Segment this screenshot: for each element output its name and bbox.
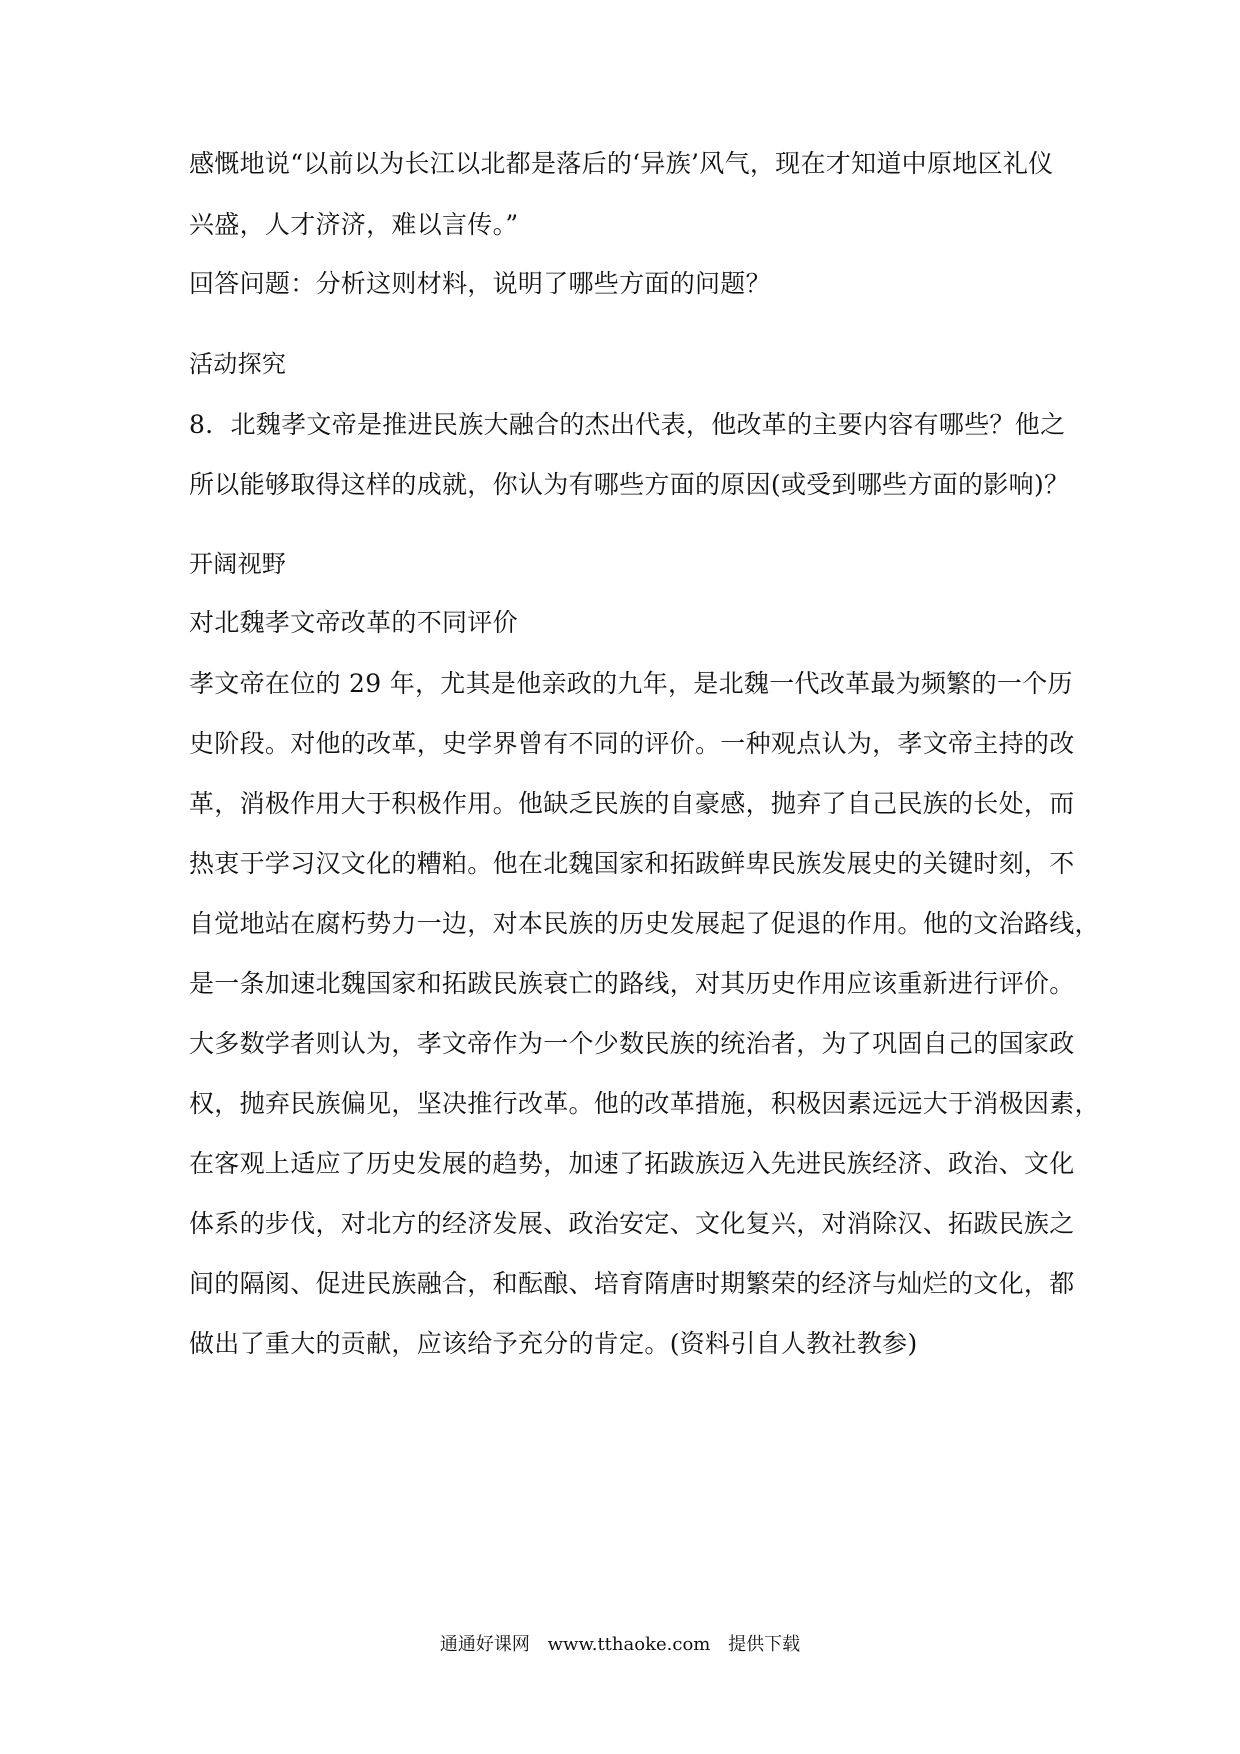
article-title: 对北魏孝文帝改革的不同评价 [189,608,518,637]
page-footer [0,1632,1240,1658]
article-line: 做出了重大的贡献，应该给予充分的肯定。(资料引自人教社教参) [189,1329,918,1358]
article-line: 间的隔阂、促进民族融合，和酝酿、培育隋唐时期繁荣的经济与灿烂的文化，都 [189,1269,1075,1298]
question-text: 回答问题：分析这则材料，说明了哪些方面的问题？ [189,269,771,298]
article-line: 自觉地站在腐朽势力一边，对本民族的历史发展起了促退的作用。他的文治路线， [189,909,1100,938]
article-line: 在客观上适应了历史发展的趋势，加速了拓跋族迈入先进民族经济、政治、文化 [189,1149,1075,1178]
article-line: 体系的步伐，对北方的经济发展、政治安定、文化复兴，对消除汉、拓跋民族之 [189,1209,1075,1238]
question-8-line-1: 8．北魏孝文帝是推进民族大融合的杰出代表，他改革的主要内容有哪些？他之 [189,410,1066,439]
article-line: 热衷于学习汉文化的糟粕。他在北魏国家和拓跋鲜卑民族发展史的关键时刻，不 [189,849,1075,878]
article-line: 大多数学者则认为，孝文帝作为一个少数民族的统治者，为了巩固自己的国家政 [189,1029,1075,1058]
footer-suffix: 提供下载 [728,1634,801,1655]
horizon-heading: 开阔视野 [189,550,287,578]
footer-url[interactable]: www.tthaoke.com [547,1634,711,1655]
intro-line-1: 感慨地说“以前以为长江以北都是落后的‘异族’风气，现在才知道中原地区礼仪 [189,149,1054,178]
footer-site-name: 通通好课网 [439,1634,530,1655]
article-line: 史阶段。对他的改革，史学界曾有不同的评价。一种观点认为，孝文帝主持的改 [189,729,1075,758]
intro-line-2: 兴盛，人才济济，难以言传。” [189,210,519,239]
activity-heading: 活动探究 [189,350,287,378]
article-line: 革，消极作用大于积极作用。他缺乏民族的自豪感，抛弃了自己民族的长处，而 [189,789,1075,818]
article-line: 是一条加速北魏国家和拓跋民族衰亡的路线，对其历史作用应该重新进行评价。 [189,969,1075,998]
article-line: 权，抛弃民族偏见，坚决推行改革。他的改革措施，积极因素远远大于消极因素， [189,1089,1100,1118]
question-8-line-2: 所以能够取得这样的成就，你认为有哪些方面的原因(或受到哪些方面的影响)？ [189,470,1070,499]
article-line: 孝文帝在位的 29 年，尤其是他亲政的九年，是北魏一代改革最为频繁的一个历 [189,669,1073,698]
